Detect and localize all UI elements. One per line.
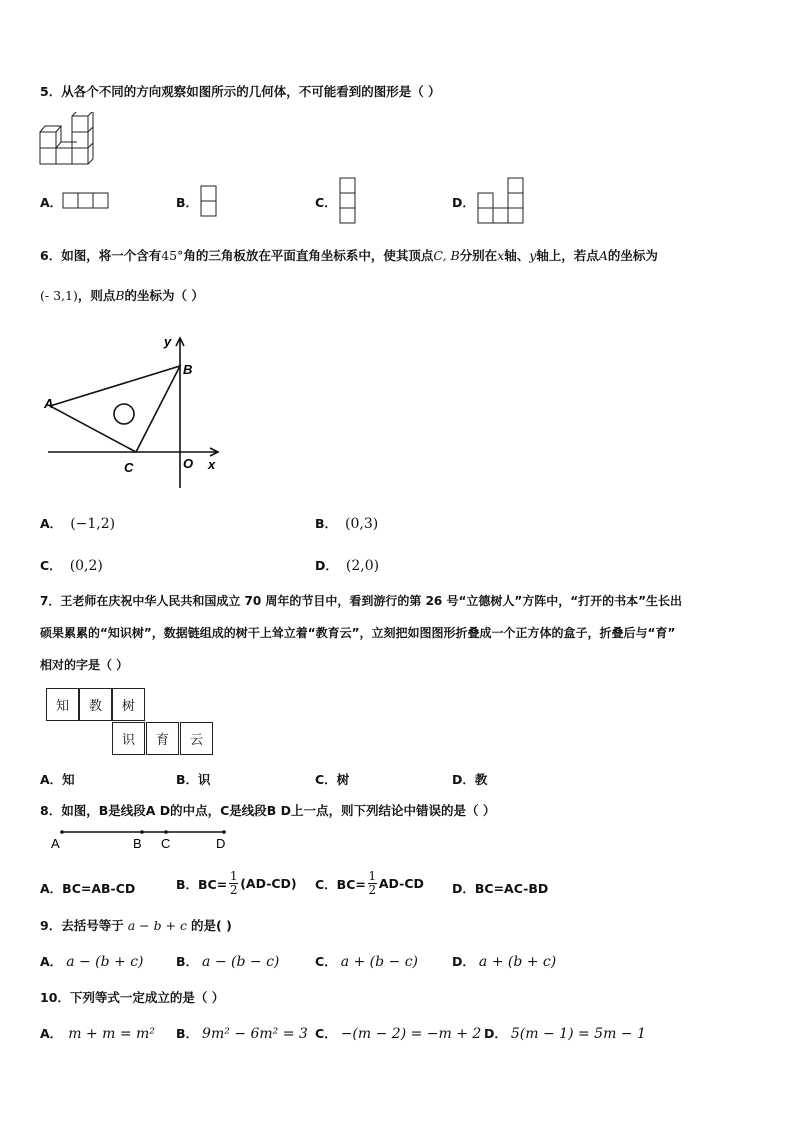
q7-option-c: C．树 [315, 772, 350, 787]
net-cell: 知 [46, 688, 79, 721]
q8-option-c-suffix: AD-CD [378, 876, 424, 891]
triangle-hole [114, 404, 134, 424]
q8-option-b-fraction [229, 870, 238, 897]
q6-option-a-letter: A． [40, 516, 63, 531]
q10-stem: 10．下列等式一定成立的是（ ） [40, 990, 225, 1005]
q6-b-var: B [115, 288, 125, 303]
q9-option-d-value: a + (b + c) [478, 954, 557, 970]
q5-option-a-figure [62, 192, 112, 210]
q8-option-b-prefix: B．BC= [176, 876, 228, 892]
q5-solid-figure [38, 112, 94, 166]
q6-option-c-value: (0,2) [69, 558, 103, 574]
q6-vertices: C, B [433, 248, 460, 263]
q10-option-d-letter: D． [484, 1026, 507, 1041]
frac-num: 1 [368, 869, 377, 883]
label-point-c: C [161, 836, 171, 851]
q7-option-a: A．知 [40, 772, 75, 787]
net-cell: 教 [79, 688, 112, 721]
label-y: y [164, 334, 172, 349]
q6-stem-line2 [40, 286, 204, 304]
q5-option-c-label: C． [315, 195, 337, 210]
q7-stem-line2: 硕果累累的“知识树”，数据链组成的树干上耸立着“教育云”，立刻把如图图形折叠成一个正方体的盒子，折叠后与“育” [40, 626, 676, 640]
q9-stem [40, 916, 232, 934]
point-d [222, 830, 226, 834]
q5-stem: 5．从各个不同的方向观察如图所示的几何体，不可能看到的图形是（ ） [40, 84, 441, 99]
q6-stem-text: 的坐标为 [607, 248, 658, 263]
q9-option-d-letter: D． [452, 954, 475, 969]
q6-coordinate-figure [40, 330, 240, 495]
q6-stem-text: 6．如图，将一个含有 [40, 248, 162, 263]
label-point-d: D [216, 836, 226, 851]
q10-option-b-letter: B． [176, 1026, 199, 1041]
q6-option-d-letter: D． [315, 558, 338, 573]
q9-option-a-letter: A． [40, 954, 63, 969]
q10-option-a [40, 1024, 155, 1042]
q9-expression: a − b + c [127, 918, 187, 933]
label-point-a: A [51, 836, 60, 851]
q6-option-d-value: (2,0) [345, 558, 380, 574]
frac-num: 1 [229, 869, 238, 883]
q9-option-b-letter: B． [176, 954, 199, 969]
frac-den: 2 [368, 883, 377, 897]
q6-x-var: x [497, 248, 505, 263]
q8-option-a: A．BC=AB-CD [40, 881, 136, 896]
q9-stem-pre: 9．去括号等于 [40, 918, 124, 933]
label-c: C [124, 460, 134, 475]
q9-option-d [452, 952, 556, 970]
q5-option-b-figure [200, 185, 218, 217]
q6-stem-text: 分别在 [459, 248, 498, 263]
q8-option-c [315, 870, 424, 897]
label-o: O [183, 456, 194, 471]
q10-option-c [315, 1024, 481, 1042]
q7-stem-line3: 相对的字是（ ） [40, 658, 129, 672]
point-c [164, 830, 168, 834]
net-cell: 育 [146, 722, 179, 755]
q9-option-c-value: a + (b − c) [340, 954, 419, 970]
q9-option-b-value: a − (b − c) [202, 954, 280, 970]
q6-stem-text: 轴、 [504, 248, 530, 263]
q6-coordinate: (- 3,1) [40, 288, 78, 303]
q6-option-a-value: (−1,2) [70, 516, 116, 532]
q9-option-a [40, 952, 144, 970]
q10-option-c-value: −(m − 2) = −m + 2 [340, 1026, 482, 1042]
q10-option-a-value: m + m = m² [68, 1026, 155, 1042]
label-a: A [44, 396, 54, 411]
q10-option-d [484, 1024, 646, 1042]
q9-option-c-letter: C． [315, 954, 337, 969]
q10-option-b-value: 9m² − 6m² = 3 [202, 1026, 308, 1042]
q6-option-c [40, 556, 103, 574]
q6-option-c-letter: C． [40, 558, 62, 573]
q7-option-b: B．识 [176, 772, 211, 787]
q7-cube-net [46, 688, 221, 758]
q6-option-b-value: (0,3) [345, 516, 379, 532]
q7-stem-line1: 7．王老师在庆祝中华人民共和国成立 70 周年的节目中，看到游行的第 26 号“立德树人”方阵中，“打开的书本”生长出 [40, 594, 683, 608]
q8-option-b [176, 870, 297, 897]
q6-stem-text: 角的三角板放在平面直角坐标系中，使其顶点 [183, 248, 434, 263]
q10-option-a-letter: A． [40, 1026, 63, 1041]
q6-stem-text: 轴上，若点 [536, 248, 599, 263]
frac-den: 2 [229, 883, 238, 897]
net-cell: 树 [112, 688, 145, 721]
q6-stem-text: 的坐标为（ ） [124, 288, 204, 303]
q6-option-b [315, 514, 378, 532]
q8-option-c-fraction [368, 870, 377, 897]
point-b [140, 830, 144, 834]
q8-segment-figure [44, 826, 244, 852]
label-point-b: B [133, 836, 142, 851]
q8-option-c-prefix: C．BC= [315, 876, 366, 892]
q6-option-d [315, 556, 379, 574]
q5-option-d-label: D． [452, 195, 475, 210]
net-cell: 识 [112, 722, 145, 755]
q6-stem-line1 [40, 246, 658, 264]
q8-stem: 8．如图，B是线段A D的中点，C是线段B D上一点，则下列结论中错误的是（ ） [40, 803, 496, 818]
q5-option-a-label: A． [40, 195, 63, 210]
label-b: B [183, 362, 193, 377]
q9-option-a-value: a − (b + c) [66, 954, 144, 970]
q6-angle: 45° [161, 248, 184, 263]
q8-option-b-suffix: (AD-CD) [240, 876, 297, 891]
q9-stem-post: 的是( ) [191, 918, 232, 933]
net-cell: 云 [180, 722, 213, 755]
q6-option-b-letter: B． [315, 516, 338, 531]
q5-option-d-figure [477, 177, 527, 225]
point-a [60, 830, 64, 834]
q10-option-b [176, 1024, 308, 1042]
q9-option-c [315, 952, 418, 970]
q5-option-b-label: B． [176, 195, 199, 210]
q6-stem-text: ，则点 [77, 288, 116, 303]
q6-y-var: y [529, 248, 537, 263]
q6-a-var: A [598, 248, 608, 263]
q6-option-a [40, 514, 115, 532]
q10-option-d-value: 5(m − 1) = 5m − 1 [510, 1026, 646, 1042]
q8-option-d: D．BC=AC-BD [452, 881, 549, 896]
q5-option-c-figure [339, 177, 357, 225]
q7-option-d: D．教 [452, 772, 488, 787]
label-x: x [208, 457, 216, 472]
q10-option-c-letter: C． [315, 1026, 337, 1041]
q9-option-b [176, 952, 279, 970]
